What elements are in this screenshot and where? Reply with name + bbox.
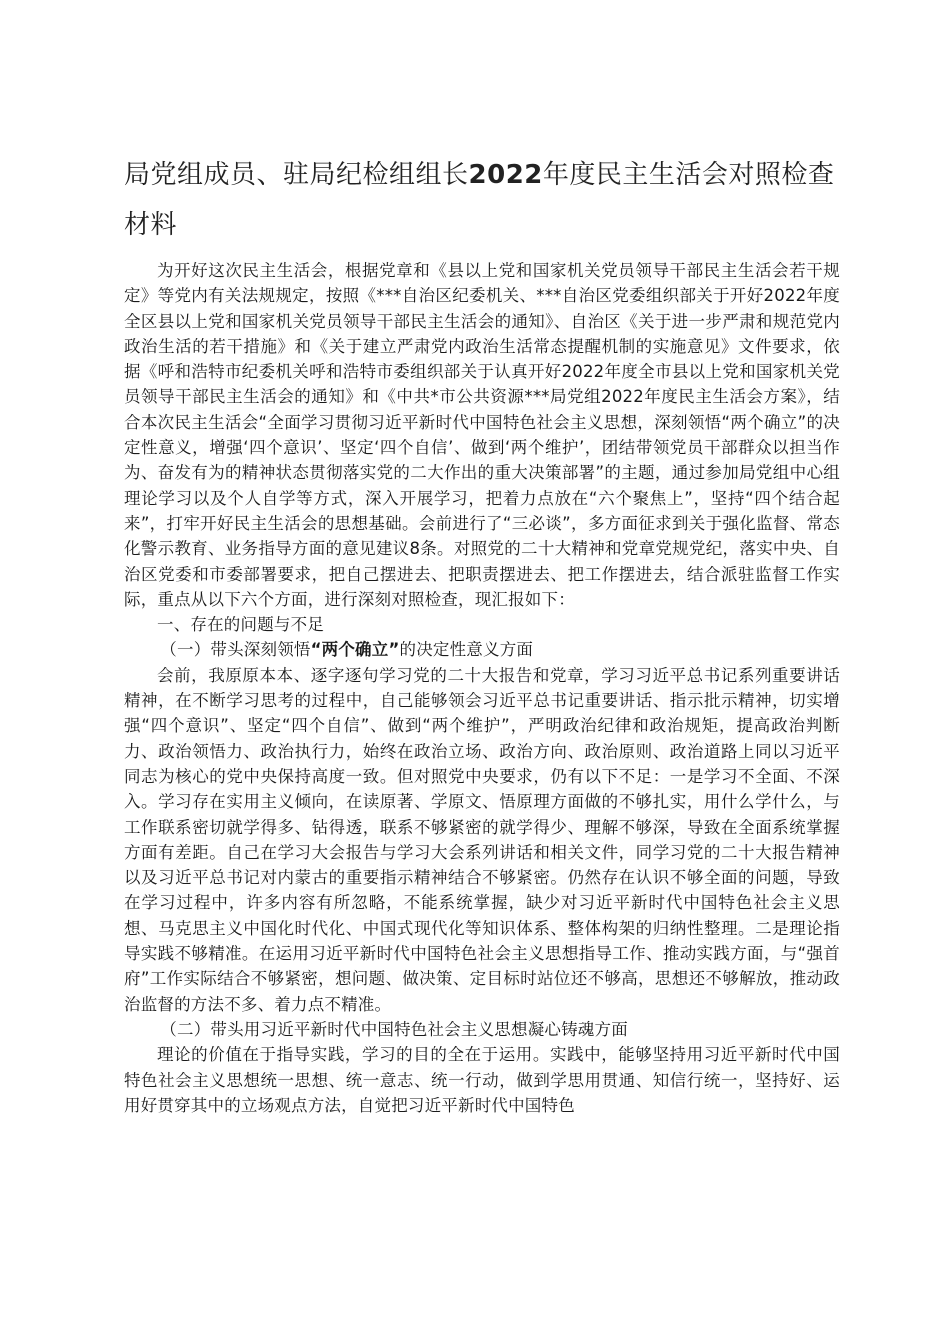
subsection-1-suffix: 的决定性意义方面 xyxy=(399,640,534,660)
paragraph-2: 理论的价值在于指导实践，学习的目的全在于运用。实践中，能够坚持用习近平新时代中国特色社会主义思想统一思想、统一意志、统一行动，做到学思用贯通、知信行统一，坚持好、运用好贯穿其中的立场观点方法，自觉把习近平新时代中国特色 xyxy=(124,1045,840,1115)
title-part-2: 年度民主生活会对照检查材料 xyxy=(124,160,835,240)
title-part-1: 局党组成员、驻局纪检组组长 xyxy=(124,160,469,190)
subsection-1-prefix: （一）带头深刻领悟 xyxy=(160,640,311,660)
subsection-heading-1 xyxy=(124,637,840,662)
subsection-heading-2: （二）带头用习近平新时代中国特色社会主义思想凝心铸魂方面 xyxy=(160,1019,628,1039)
intro-paragraph: 为开好这次民主生活会，根据党章和《县以上党和国家机关党员领导干部民主生活会若干规定》等党内有关法规规定，按照《***自治区纪委机关、***自治区党委组织部关于开好2022年度全区县以上党和国家机关党员领导干部民主生活会的通知》、自治区《关于进一步严肃和规范党内政治生活的若干措施》和《关于建立严肃党内政治生活常态提醒机制的实施意见》文件要求，依据《呼和浩特市纪委机关呼和浩特市委组织部关于认真开好2022年度全市县以上党和国家机关党员领导干部民主生活会的通知》和《中共*市公共资源***局党组2022年度民主生活会方案》，结合本次民主生活会“全面学习贯彻习近平新时代中国特色社会主义思想，深刻领悟“两个确立”的决定性意义，增强‘四个意识’、坚定‘四个自信’、做到‘两个维护’，团结带领党员干部群众以担当作为、奋发有为的精神状态贯彻落实党的二大作出的重大决策部署”的主题，通过参加局党组中心组理论学习以及个人自学等方式，深入开展学习，把着力点放在“六个聚焦上”，坚持“四个结合起来”，打牢开好民主生活会的思想基础。会前进行了“三必谈”，多方面征求到关于强化监督、常态化警示教育、业务指导方面的意见建议8条。对照党的二十大精神和党章党规党纪，落实中央、自治区党委和市委部署要求，把自己摆进去、把职责摆进去、把工作摆进去，结合派驻监督工作实际，重点从以下六个方面，进行深刻对照检查，现汇报如下： xyxy=(124,261,840,609)
document-body xyxy=(124,258,840,1118)
section-heading-problems: 一、存在的问题与不足 xyxy=(157,615,324,635)
page-title xyxy=(124,150,844,250)
title-year: 2022 xyxy=(468,160,543,190)
paragraph-1: 会前，我原原本本、逐字逐句学习党的二十大报告和党章，学习习近平总书记系列重要讲话精神，在不断学习思考的过程中，自己能够领会习近平总书记重要讲话、指示批示精神，切实增强“四个意识”、坚定“四个自信”、做到“两个维护”，严明政治纪律和政治规矩，提高政治判断力、政治领悟力、政治执行力，始终在政治立场、政治方向、政治原则、政治道路上同以习近平同志为核心的党中央保持高度一致。但对照党中央要求，仍有以下不足：一是学习不全面、不深入。学习存在实用主义倾向，在读原著、学原文、悟原理方面做的不够扎实，用什么学什么，与工作联系密切就学得多、钻得透，联系不够紧密的就学得少、理解不够深，导致在全面系统掌握方面有差距。自己在学习大会报告与学习大会系列讲话和相关文件，同学习党的二十大报告精神以及习近平总书记对内蒙古的重要指示精神结合不够紧密。仍然存在认识不够全面的问题，导致在学习过程中，许多内容有所忽略，不能系统掌握，缺少对习近平新时代中国特色社会主义思想、马克思主义中国化时代化、中国式现代化等知识体系、整体构架的归纳性整理。二是理论指导实践不够精准。在运用习近平新时代中国特色社会主义思想指导工作、推动实践方面，与“强首府”工作实际结合不够紧密，想问题、做决策、定目标时站位还不够高，思想还不够解放，推动政治监督的方法不多、着力点不精准。 xyxy=(124,665,840,1014)
subsection-1-quote: “两个确立” xyxy=(310,640,400,660)
